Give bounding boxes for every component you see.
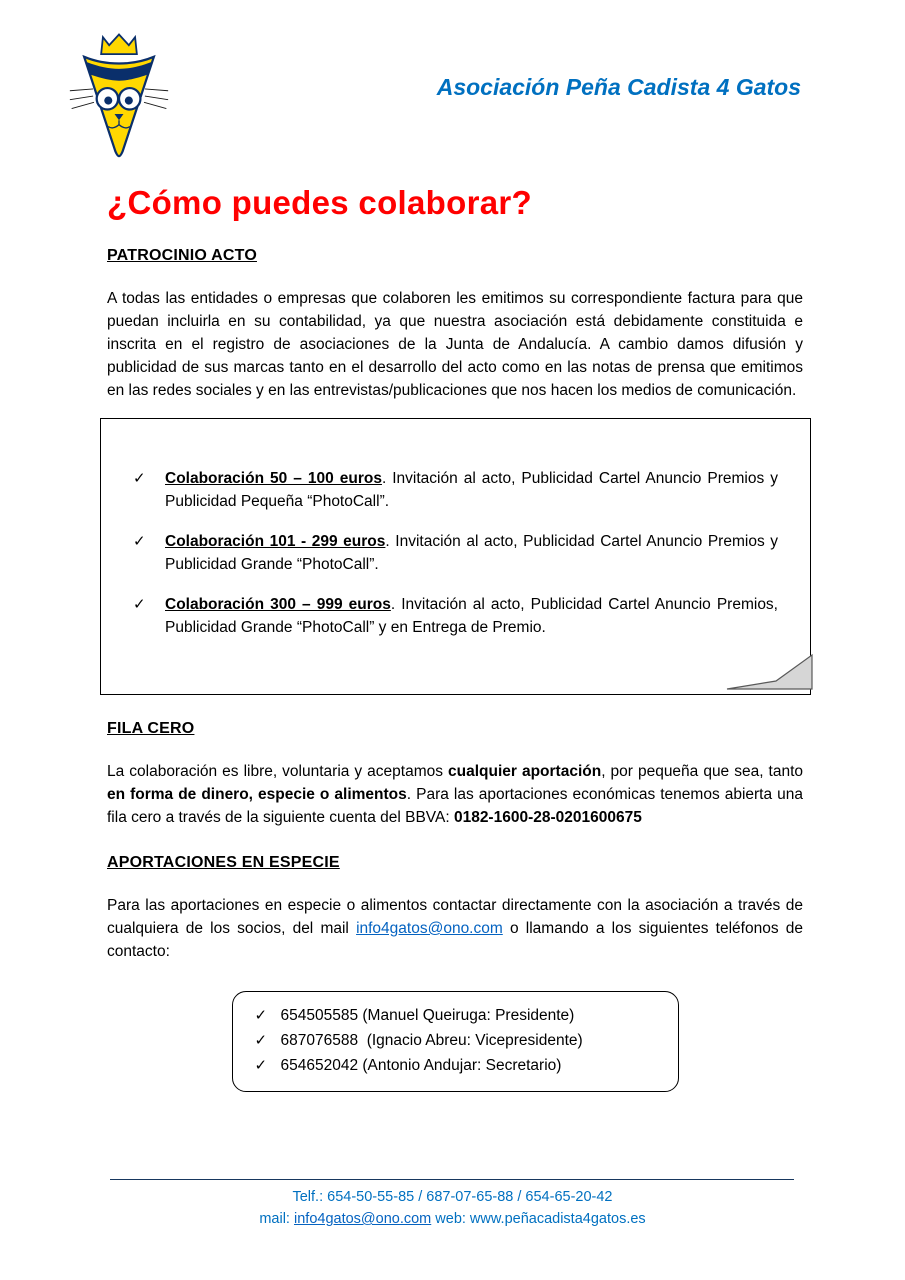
list-item [255, 1028, 662, 1053]
tier-description: . Invitación al acto, Publicidad Cartel Anuncio Premios, Publicidad Grande “PhotoCall” y en Entrega de Premio. [165, 596, 778, 636]
footer [0, 1186, 905, 1230]
tier-label: Colaboración 101 - 299 euros [165, 533, 386, 550]
patrocinio-paragraph: A todas las entidades o empresas que colaboren les emitimos su correspondiente factura para que puedan incluirla en su contabilidad, ya que nuestra asociación está debidamente constituida e inscrita en el registro de asociaciones de la Junta de Andalucía. A cambio damos difusión y publicidad de sus marcas tanto en el desarrollo del acto como en las notas de prensa que emitimos en las redes sociales y en las entrevistas/publicaciones que nos hacen los medios de comunicación. [107, 290, 803, 399]
contact-phones-box [232, 991, 679, 1092]
heading-aportaciones-especie: APORTACIONES EN ESPECIE [107, 854, 340, 871]
check-icon: ✓ [254, 1007, 268, 1024]
fila-cero-bold-1: cualquier aportación [448, 763, 602, 780]
fila-cero-text-1: La colaboración es libre, voluntaria y aceptamos [107, 763, 449, 780]
footer-email-link[interactable]: info4gatos@ono.com [294, 1211, 432, 1227]
page-title: ¿Cómo puedes colaborar? [107, 184, 532, 221]
email-link[interactable]: info4gatos@ono.com [356, 920, 503, 937]
footer-contact-line [0, 1208, 905, 1230]
list-item [255, 1003, 662, 1028]
page-fold-icon [726, 652, 814, 692]
bank-account-number: 0182-1600-28-0201600675 [453, 809, 642, 826]
fila-cero-paragraph [107, 760, 803, 829]
especie-paragraph [107, 894, 803, 963]
heading-patrocinio-acto: PATROCINIO ACTO [107, 247, 257, 264]
footer-divider [110, 1179, 794, 1180]
list-item [133, 530, 778, 576]
tier-text [165, 530, 778, 576]
tier-description: . Invitación al acto, Publicidad Cartel Anuncio Premios y Publicidad Pequeña “PhotoCall”. [165, 470, 778, 510]
document-body [107, 0, 803, 1092]
footer-phones: Telf.: 654-50-55-85 / 687-07-65-88 / 654-65-20-42 [292, 1189, 613, 1205]
check-icon: ✓ [254, 1032, 268, 1049]
check-icon: ✓ [133, 533, 146, 550]
collaboration-tiers-box [100, 418, 811, 695]
check-icon: ✓ [133, 470, 146, 487]
list-item [133, 467, 778, 513]
tier-text [165, 593, 778, 639]
phone-entry: 654652042 (Antonio Andujar: Secretario) [280, 1057, 562, 1074]
footer-mail-label: mail: [259, 1211, 294, 1227]
especie-text-1: Para las aportaciones en especie o alimentos contactar directamente con la asociación a través de cualquiera de los socios, del mail [107, 897, 803, 937]
list-item [133, 593, 778, 639]
check-icon: ✓ [133, 596, 146, 613]
fila-cero-bold-2: en forma de dinero, especie o alimentos [107, 786, 407, 803]
heading-fila-cero: FILA CERO [107, 720, 195, 737]
phone-entry: 687076588 (Ignacio Abreu: Vicepresidente) [280, 1032, 583, 1049]
tier-label: Colaboración 300 – 999 euros [165, 596, 391, 613]
check-icon: ✓ [254, 1057, 268, 1074]
fila-cero-text-3: . Para las aportaciones económicas tenemos abierta una fila cero a través de la siguiente cuenta del BBVA: [107, 786, 804, 826]
tier-description: . Invitación al acto, Publicidad Cartel Anuncio Premios y Publicidad Grande “PhotoCall”. [165, 533, 779, 573]
especie-text-2: o llamando a los siguientes teléfonos de contacto: [107, 920, 804, 960]
org-name: Asociación Peña Cadista 4 Gatos [436, 74, 801, 100]
tier-label: Colaboración 50 – 100 euros [165, 470, 382, 487]
phone-entry: 654505585 (Manuel Queiruga: Presidente) [280, 1007, 575, 1024]
tier-text [165, 467, 778, 513]
footer-web: web: www.peñacadista4gatos.es [431, 1211, 646, 1227]
fila-cero-text-2: , por pequeña que sea, tanto [601, 763, 803, 780]
list-item [255, 1053, 662, 1078]
